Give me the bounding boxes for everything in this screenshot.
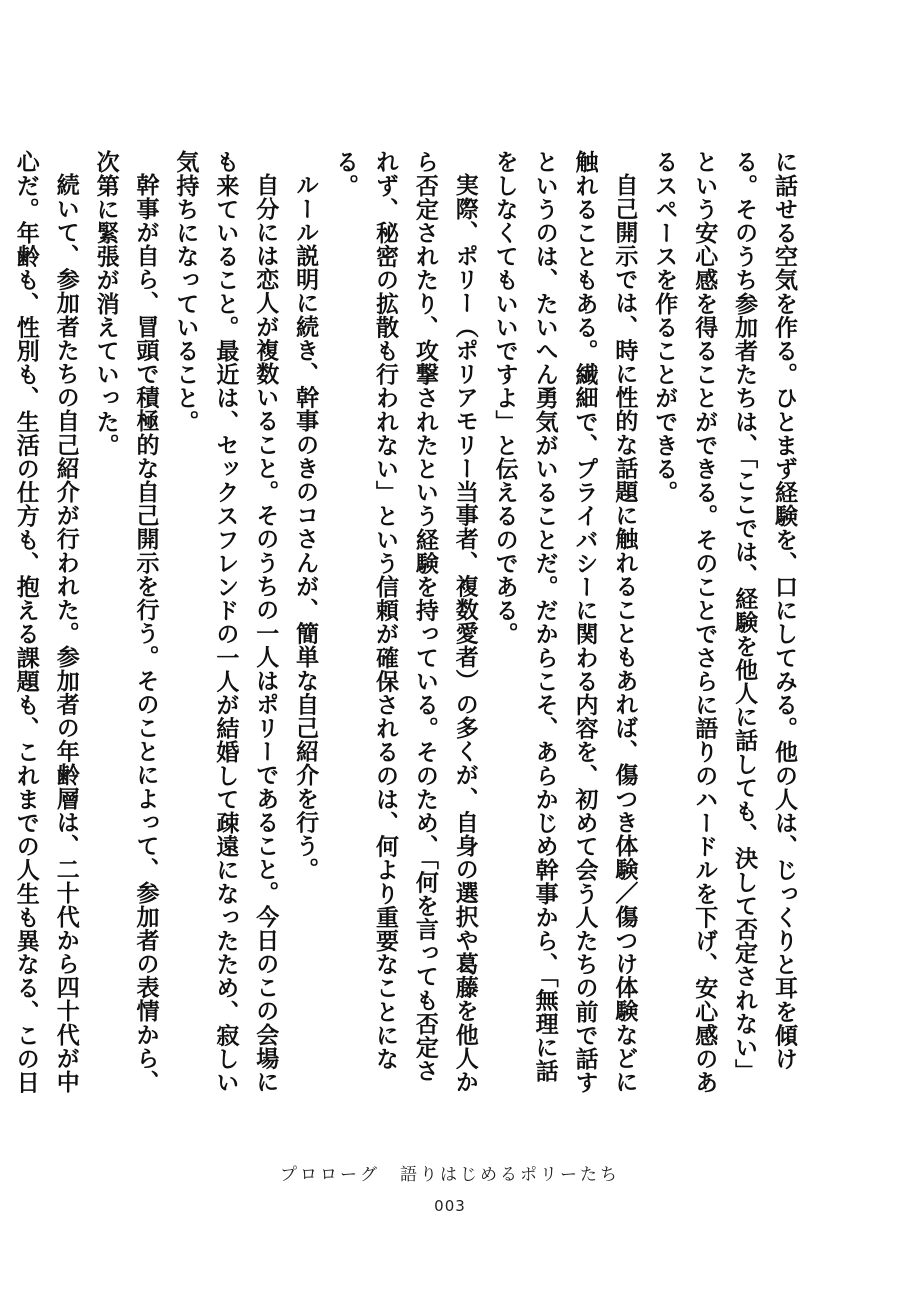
paragraph-poly-experience: 実際、ポリー（ポリアモリー当事者、複数愛者）の多くが、自身の選択や葛藤を他人から否定されたり、攻撃されたという経験を持っている。そのため、「何を言っても否定されず、秘密の拡散も行われない」という信頼が確保されるのは、何より重要なことになる。	[332, 150, 479, 1094]
paragraph-organizer-intro: 自分には恋人が複数いること。そのうちの一人はポリーであること。今日のこの会場にも来ていること。最近は、セックスフレンドの一人が結婚して疎遠になったため、寂しい気持ちになっていること。	[172, 150, 280, 1094]
paragraph-participant-intros: 続いて、参加者たちの自己紹介が行われた。参加者の年齢層は、二十代から四十代が中心だ。年齢も、性別も、生活の仕方も、抱える課題も、これまでの人生も異なる、この日	[12, 150, 80, 1094]
page-number: 003	[434, 1197, 466, 1215]
chapter-title-footer: プロローグ 語りはじめるポリーたち	[280, 1165, 620, 1185]
body-text-column-block	[12, 150, 804, 1102]
paragraph-self-disclosure: 自己開示では、時に性的な話題に触れることもあれば、傷つき体験／傷つけ体験などに触れることもある。繊細で、プライバシーに関わる内容を、初めて会う人たちの前で話すというのは、たいへん勇気がいることだ。だからこそ、あらかじめ幹事から、「無理に話をしなくてもいいですよ」と伝えるのである。	[491, 150, 639, 1094]
paragraph-organizer-disclosure: 幹事が自ら、冒頭で積極的な自己開示を行う。そのことによって、参加者の表情から、次第に緊張が消えていった。	[92, 150, 160, 1094]
paragraph-rule-explanation: ルール説明に続き、幹事のきのコさんが、簡単な自己紹介を行う。	[292, 173, 320, 881]
paragraph-continued: に話せる空気を作る。ひとまず経験を、口にしてみる。他の人は、じっくりと耳を傾ける。そのうち参加者たちは、「ここでは、経験を他人に話しても、決して否定されない」という安心感を得ることができる。そのことでさらに語りのハードルを下げ、安心感のあるスペースを作ることができる。	[651, 150, 798, 1094]
